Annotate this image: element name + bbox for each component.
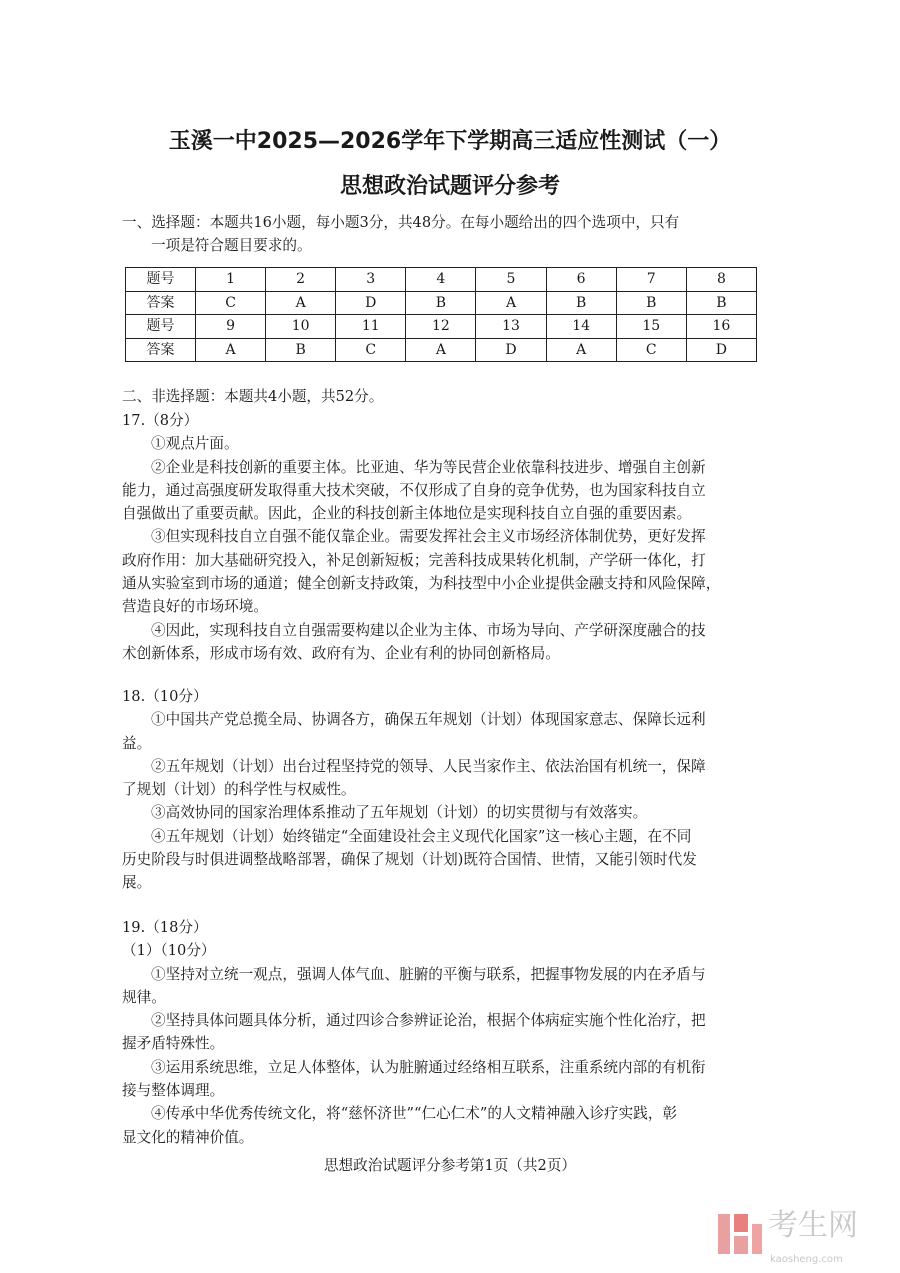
q19-sub-heading: （1）（10分） <box>122 942 216 960</box>
watermark-name: 考生网 <box>768 1208 858 1243</box>
answer-cell: C <box>336 338 406 362</box>
question-number-cell: 10 <box>266 315 336 339</box>
section1-instructions <box>122 211 762 258</box>
answer-cell: A <box>266 291 336 315</box>
answer-cell: C <box>616 338 686 362</box>
page-footer: 思想政治试题评分参考第1页（共2页） <box>323 1157 577 1174</box>
section1-line: 一项是符合题目要求的。 <box>151 237 312 255</box>
q17-answer-line: 政府作用：加大基础研究投入，补足创新短板；完善科技成果转化机制，产学研一体化，打 <box>122 551 706 569</box>
answer-table-row <box>126 268 757 292</box>
q19-answer-line: 规律。 <box>122 988 166 1006</box>
section2-heading: 二、非选择题：本题共4小题，共52分。 <box>122 388 384 405</box>
question-17 <box>122 409 762 665</box>
question-19 <box>122 916 762 1149</box>
question-number-cell: 4 <box>406 268 476 292</box>
section1-line: 一、选择题：本题共16小题，每小题3分，共48分。在每小题给出的四个选项中，只有 <box>122 214 680 231</box>
q18-answer-line: ①中国共产党总揽全局、协调各方，确保五年规划（计划）体现国家意志、保障长远利 <box>151 711 706 729</box>
q17-answer-line: ①观点片面。 <box>151 435 239 453</box>
q19-answer-line: ②坚持具体问题具体分析，通过四诊合参辨证论治，根据个体病症实施个性化治疗，把 <box>151 1012 706 1030</box>
answer-cell: A <box>546 338 616 362</box>
answer-cell: B <box>686 291 756 315</box>
answer-cell: D <box>336 291 406 315</box>
question-number-cell: 11 <box>336 315 406 339</box>
answer-cell: A <box>476 291 546 315</box>
row-label: 题号 <box>126 315 196 339</box>
q18-answer-line: 益。 <box>122 734 152 752</box>
answer-table <box>125 267 757 362</box>
answer-cell: B <box>546 291 616 315</box>
q19-answer-line: ④传承中华优秀传统文化，将“慈怀济世”“仁心仁术”的人文精神融入诊疗实践，彰 <box>151 1105 678 1123</box>
q18-heading: 18.（10分） <box>122 688 208 705</box>
document-subtitle: 思想政治试题评分参考 <box>339 174 560 199</box>
row-label: 答案 <box>126 291 196 315</box>
watermark-url: kaosheng.com <box>770 1254 843 1265</box>
kaosheng-logo-icon <box>716 1210 766 1260</box>
document-title: 玉溪一中2025—2026学年下学期高三适应性测试（一） <box>168 129 732 154</box>
answer-cell: C <box>196 291 266 315</box>
question-number-cell: 2 <box>266 268 336 292</box>
question-number-cell: 13 <box>476 315 546 339</box>
q19-answer-line: ③运用系统思维，立足人体整体，认为脏腑通过经络相互联系，注重系统内部的有机衔 <box>151 1058 706 1076</box>
question-number-cell: 15 <box>616 315 686 339</box>
q18-answer-line: 历史阶段与时俱进调整战略部署，确保了规划（计划)既符合国情、世情，又能引领时代发 <box>122 851 697 869</box>
q19-answer-line: 接与整体调理。 <box>122 1082 225 1100</box>
q18-answer-line: ③高效协同的国家治理体系推动了五年规划（计划）的切实贯彻与有效落实。 <box>151 804 648 822</box>
q19-answer-line: 显文化的精神价值。 <box>122 1128 254 1146</box>
question-18 <box>122 685 762 895</box>
question-number-cell: 5 <box>476 268 546 292</box>
answer-cell: B <box>616 291 686 315</box>
q17-answer-line: 营造良好的市场环境。 <box>122 598 268 616</box>
answer-table-row <box>126 338 757 362</box>
q17-answer-line: 通从实验室到市场的通道；健全创新支持政策，为科技型中小企业提供金融支持和风险保障， <box>122 575 721 593</box>
answer-table-row <box>126 291 757 315</box>
question-number-cell: 7 <box>616 268 686 292</box>
answer-cell: B <box>266 338 336 362</box>
q18-answer-line: ④五年规划（计划）始终锚定“全面建设社会主义现代化国家”这一核心主题，在不同 <box>151 827 692 845</box>
q17-heading: 17.（8分） <box>122 412 199 429</box>
question-number-cell: 12 <box>406 315 476 339</box>
row-label: 题号 <box>126 268 196 292</box>
question-number-cell: 14 <box>546 315 616 339</box>
q17-answer-line: ②企业是科技创新的重要主体。比亚迪、华为等民营企业依靠科技进步、增强自主创新 <box>151 458 706 476</box>
q19-heading: 19.（18分） <box>122 919 208 936</box>
answer-cell: B <box>406 291 476 315</box>
question-number-cell: 1 <box>196 268 266 292</box>
q19-answer-line: ①坚持对立统一观点，强调人体气血、脏腑的平衡与联系，把握事物发展的内在矛盾与 <box>151 965 706 983</box>
answer-cell: A <box>406 338 476 362</box>
question-number-cell: 8 <box>686 268 756 292</box>
q19-answer-line: 握矛盾特殊性。 <box>122 1035 225 1053</box>
question-number-cell: 16 <box>686 315 756 339</box>
answer-cell: D <box>476 338 546 362</box>
answer-cell: D <box>686 338 756 362</box>
q17-answer-line: ④因此，实现科技自立自强需要构建以企业为主体、市场为导向、产学研深度融合的技 <box>151 621 706 639</box>
q18-answer-line: ②五年规划（计划）出台过程坚持党的领导、人民当家作主、依法治国有机统一，保障 <box>151 757 706 775</box>
answer-table-row <box>126 315 757 339</box>
question-number-cell: 6 <box>546 268 616 292</box>
question-number-cell: 9 <box>196 315 266 339</box>
row-label: 答案 <box>126 338 196 362</box>
question-number-cell: 3 <box>336 268 406 292</box>
answer-cell: A <box>196 338 266 362</box>
q18-answer-line: 展。 <box>122 874 152 892</box>
watermark-logo <box>716 1210 886 1270</box>
q17-answer-line: 能力，通过高强度研发取得重大技术突破，不仅形成了自身的竞争优势，也为国家科技自立 <box>122 481 706 499</box>
q17-answer-line: ③但实现科技自立自强不能仅靠企业。需要发挥社会主义市场经济体制优势，更好发挥 <box>151 528 706 546</box>
q17-answer-line: 术创新体系，形成市场有效、政府有为、企业有利的协同创新格局。 <box>122 644 560 662</box>
q18-answer-line: 了规划（计划）的科学性与权威性。 <box>122 781 356 799</box>
q17-answer-line: 自强做出了重要贡献。因此，企业的科技创新主体地位是实现科技自立自强的重要因素。 <box>122 505 692 523</box>
